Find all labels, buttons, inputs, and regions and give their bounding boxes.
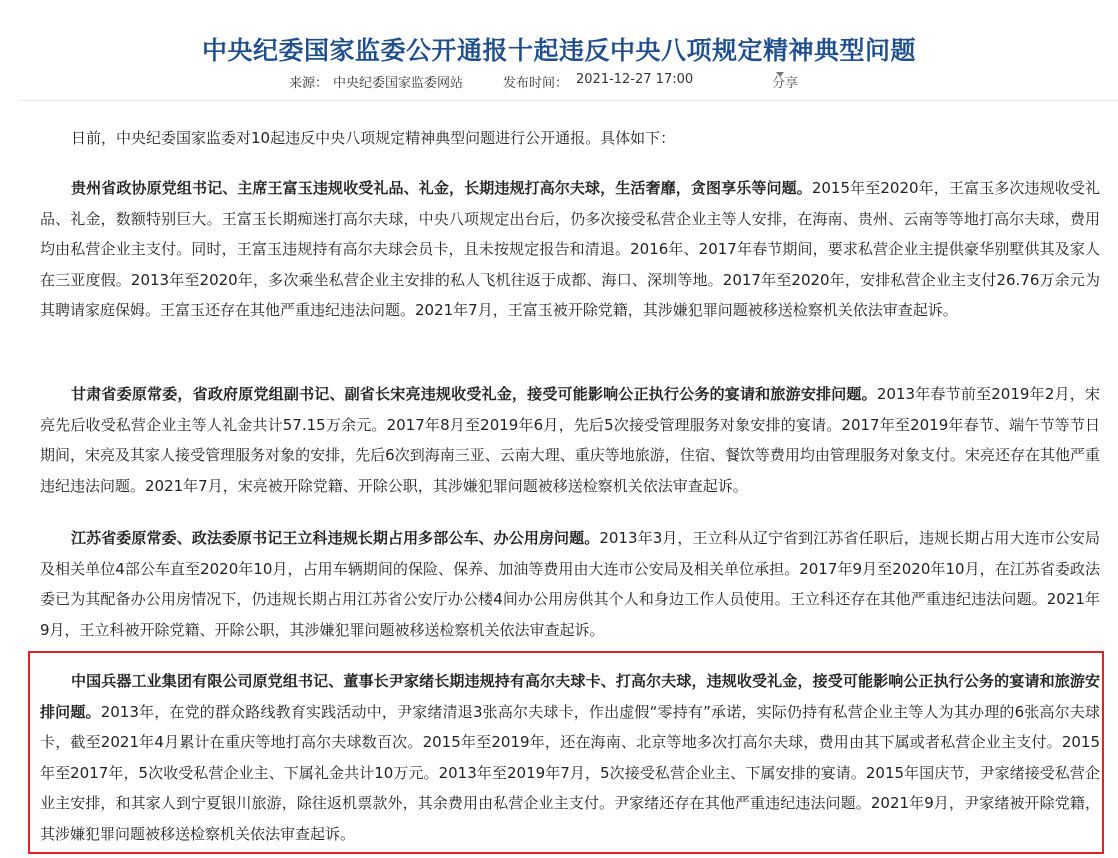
publish-time: 2021-12-27 17:00: [576, 72, 694, 87]
header-divider: [20, 100, 1118, 101]
chevron-down-icon: [776, 72, 784, 77]
case-lead-3: 江苏省委原常委、政法委原书记王立科违规长期占用多部公车、办公用房问题。: [71, 529, 600, 547]
article-meta: [0, 72, 1118, 92]
case-body-4: 2013年，在党的群众路线教育实践活动中，尹家绪清退3张高尔夫球卡，作出虚假“零持有”承诺，实际仍持有私营企业主等人为其办理的6张高尔夫球卡，截至2021年4月累计在重庆等地打高尔夫球数百次。2015年至2019年，还在海南、北京等地多次打高尔夫球，费用由其下属或者私营企业主支付。2015年至2017年，5次收受私营企业主、下属礼金共计10万元。2013年至2019年7月，5次接受私营企业主、下属安排的宴请。2015年国庆节，尹家绪接受私营企业主安排，和其家人到宁夏银川旅游，除往返机票款外，其余费用由私营企业主支付。尹家绪还存在其他严重违纪违法问题。2021年9月，尹家绪被开除党籍，其涉嫌犯罪问题被移送检察机关依法审查起诉。: [40, 702, 1100, 843]
case-body-2: 2013年春节前至2019年2月，宋亮先后收受私营企业主等人礼金共计57.15万余元。2017年8月至2019年6月，先后5次接受管理服务对象安排的宴请。2017年至2019年春节、端午节等节日期间，宋亮及其家人接受管理服务对象的安排，先后6次到海南三亚、云南大理、重庆等地旅游，住宿、餐饮等费用均由管理服务对象支付。宋亮还存在其他严重违纪违法问题。2021年7月，宋亮被开除党籍、开除公职，其涉嫌犯罪问题被移送检察机关依法审查起诉。: [40, 385, 1100, 495]
share-label: 分享: [772, 76, 799, 91]
case-lead-2: 甘肃省委原常委，省政府原党组副书记、副省长宋亮违规收受礼金，接受可能影响公正执行公务的宴请和旅游安排问题。: [71, 385, 877, 403]
case-paragraph-3: [40, 523, 1100, 645]
case-lead-4: 中国兵器工业集团有限公司原党组书记、董事长尹家绪长期违规持有高尔夫球卡、打高尔夫球，违规收受礼金，接受可能影响公正执行公务的宴请和旅游安排问题。: [40, 672, 1100, 721]
case-paragraph-1: [40, 173, 1100, 326]
article-title: 中央纪委国家监委公开通报十起违反中央八项规定精神典型问题: [201, 35, 916, 65]
source-name: 中央纪委国家监委网站: [333, 76, 464, 91]
publish-time-label: 发布时间：: [503, 76, 569, 91]
intro-paragraph: 日前，中央纪委国家监委对10起违反中央八项规定精神典型问题进行公开通报。具体如下：: [71, 129, 676, 147]
case-lead-1: 贵州省政协原党组书记、主席王富玉违规收受礼品、礼金，长期违规打高尔夫球，生活奢靡，贪图享乐等问题。: [71, 179, 812, 197]
case-paragraph-2: [40, 379, 1100, 501]
case-body-1: 2015年至2020年，王富玉多次违规收受礼品、礼金，数额特别巨大。王富玉长期痴迷打高尔夫球，中央八项规定出台后，仍多次接受私营企业主等人安排，在海南、贵州、云南等等地打高尔夫球，费用均由私营企业主支付。同时，王富玉违规持有高尔夫球会员卡，且未按规定报告和清退。2016年、2017年春节期间，要求私营企业主提供豪华别墅供其及家人在三亚度假。2013年至2020年，多次乘坐私营企业主安排的私人飞机往返于成都、海口、深圳等地。2017年至2020年，安排私营企业主支付26.76万余元为其聘请家庭保姆。王富玉还存在其他严重违纪违法问题。2021年7月，王富玉被开除党籍，其涉嫌犯罪问题被移送检察机关依法审查起诉。: [40, 179, 1100, 319]
case-body-3: 2013年3月，王立科从辽宁省到江苏省任职后，违规长期占用大连市公安局及相关单位4部公车直至2020年10月，占用车辆期间的保险、保养、加油等费用由大连市公安局及相关单位承担。2017年9月至2020年10月，在江苏省委政法委已为其配备办公用房情况下，仍违规长期占用江苏省公安厅办公楼4间办公用房供其个人和身边工作人员使用。王立科还存在其他严重违纪违法问题。2021年9月，王立科被开除党籍、开除公职，其涉嫌犯罪问题被移送检察机关依法审查起诉。: [40, 529, 1100, 639]
source-label: 来源：: [289, 76, 329, 91]
case-paragraph-4: [40, 666, 1100, 849]
